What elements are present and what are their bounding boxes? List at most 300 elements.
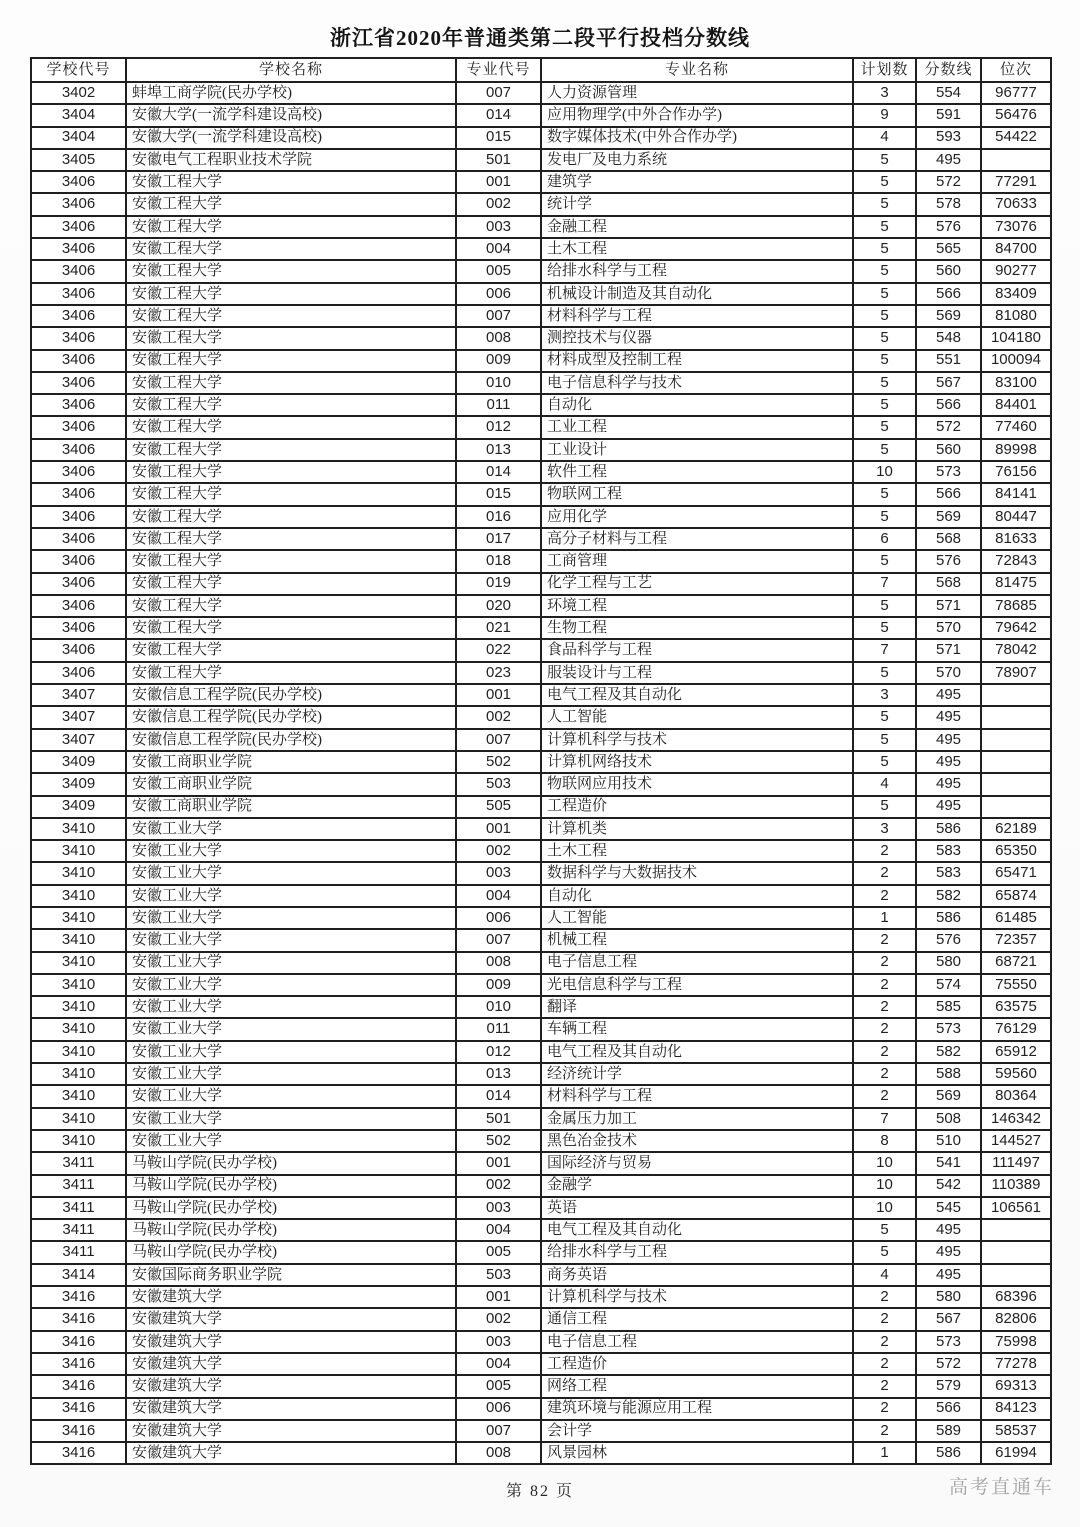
cell-major-code: 005 [456, 1375, 541, 1397]
cell-rank: 77460 [981, 416, 1051, 438]
cell-major-code: 018 [456, 550, 541, 572]
cell-score-line: 585 [916, 996, 981, 1018]
header-major-name: 专业名称 [541, 58, 853, 82]
cell-school-name: 安徽电气工程职业技术学院 [126, 149, 456, 171]
cell-plan-count: 5 [853, 193, 916, 215]
cell-school-code: 3410 [31, 1041, 126, 1063]
cell-score-line: 566 [916, 483, 981, 505]
cell-school-name: 安徽工业大学 [126, 862, 456, 884]
cell-plan-count: 5 [853, 506, 916, 528]
cell-score-line: 495 [916, 684, 981, 706]
cell-school-name: 安徽工程大学 [126, 595, 456, 617]
table-row [31, 193, 1051, 215]
cell-rank: 77291 [981, 171, 1051, 193]
cell-school-code: 3410 [31, 1063, 126, 1085]
header-rank: 位次 [981, 58, 1051, 82]
cell-rank: 72843 [981, 550, 1051, 572]
cell-score-line: 495 [916, 1219, 981, 1241]
cell-major-code: 003 [456, 1331, 541, 1353]
cell-school-name: 安徽建筑大学 [126, 1420, 456, 1442]
table-row [31, 662, 1051, 684]
cell-major-code: 005 [456, 1241, 541, 1263]
cell-major-code: 017 [456, 528, 541, 550]
cell-rank: 65874 [981, 885, 1051, 907]
cell-score-line: 572 [916, 416, 981, 438]
cell-plan-count: 2 [853, 929, 916, 951]
cell-score-line: 583 [916, 840, 981, 862]
table-row [31, 706, 1051, 728]
cell-score-line: 560 [916, 260, 981, 282]
table-header-row [31, 58, 1051, 82]
cell-major-name: 给排水科学与工程 [541, 260, 853, 282]
cell-plan-count: 2 [853, 1420, 916, 1442]
cell-major-code: 502 [456, 1130, 541, 1152]
cell-rank: 73076 [981, 216, 1051, 238]
cell-score-line: 548 [916, 327, 981, 349]
cell-major-code: 020 [456, 595, 541, 617]
cell-score-line: 582 [916, 885, 981, 907]
table-row [31, 283, 1051, 305]
table-row [31, 327, 1051, 349]
cell-school-name: 安徽工程大学 [126, 216, 456, 238]
cell-score-line: 576 [916, 216, 981, 238]
cell-major-code: 004 [456, 885, 541, 907]
cell-major-code: 004 [456, 238, 541, 260]
cell-major-name: 食品科学与工程 [541, 639, 853, 661]
cell-school-code: 3406 [31, 305, 126, 327]
cell-plan-count: 10 [853, 1152, 916, 1174]
cell-score-line: 570 [916, 662, 981, 684]
table-row [31, 305, 1051, 327]
cell-major-code: 007 [456, 729, 541, 751]
table-row [31, 260, 1051, 282]
cell-major-name: 材料科学与工程 [541, 305, 853, 327]
cell-major-code: 007 [456, 1420, 541, 1442]
cell-school-code: 3411 [31, 1152, 126, 1174]
cell-school-code: 3406 [31, 350, 126, 372]
cell-major-code: 006 [456, 1398, 541, 1420]
cell-major-code: 002 [456, 706, 541, 728]
cell-rank: 65350 [981, 840, 1051, 862]
cell-score-line: 569 [916, 305, 981, 327]
cell-school-code: 3416 [31, 1353, 126, 1375]
cell-major-name: 材料科学与工程 [541, 1085, 853, 1107]
table-row [31, 595, 1051, 617]
cell-major-name: 计算机科学与技术 [541, 729, 853, 751]
cell-school-name: 马鞍山学院(民办学校) [126, 1175, 456, 1197]
cell-plan-count: 2 [853, 1331, 916, 1353]
cell-school-code: 3410 [31, 974, 126, 996]
cell-major-name: 发电厂及电力系统 [541, 149, 853, 171]
cell-rank [981, 706, 1051, 728]
cell-score-line: 495 [916, 773, 981, 795]
cell-school-code: 3411 [31, 1197, 126, 1219]
cell-plan-count: 5 [853, 729, 916, 751]
cell-plan-count: 5 [853, 283, 916, 305]
cell-major-code: 003 [456, 216, 541, 238]
cell-school-code: 3416 [31, 1375, 126, 1397]
cell-major-code: 010 [456, 996, 541, 1018]
cell-major-name: 化学工程与工艺 [541, 573, 853, 595]
cell-school-name: 安徽工程大学 [126, 171, 456, 193]
cell-plan-count: 5 [853, 1219, 916, 1241]
cell-major-code: 502 [456, 751, 541, 773]
cell-school-name: 安徽工程大学 [126, 573, 456, 595]
table-row [31, 439, 1051, 461]
cell-major-code: 004 [456, 1353, 541, 1375]
table-row [31, 1331, 1051, 1353]
cell-school-name: 安徽建筑大学 [126, 1442, 456, 1464]
table-row [31, 1308, 1051, 1330]
cell-school-code: 3404 [31, 104, 126, 126]
cell-rank: 72357 [981, 929, 1051, 951]
table-row [31, 216, 1051, 238]
cell-major-code: 503 [456, 1264, 541, 1286]
cell-school-name: 安徽建筑大学 [126, 1286, 456, 1308]
cell-score-line: 582 [916, 1041, 981, 1063]
cell-plan-count: 7 [853, 1108, 916, 1130]
cell-score-line: 576 [916, 929, 981, 951]
cell-plan-count: 5 [853, 439, 916, 461]
cell-plan-count: 7 [853, 639, 916, 661]
cell-plan-count: 5 [853, 550, 916, 572]
cell-rank: 111497 [981, 1152, 1051, 1174]
cell-major-name: 计算机类 [541, 818, 853, 840]
cell-rank: 84700 [981, 238, 1051, 260]
cell-major-code: 010 [456, 372, 541, 394]
cell-school-code: 3406 [31, 617, 126, 639]
cell-rank [981, 1219, 1051, 1241]
cell-score-line: 580 [916, 952, 981, 974]
cell-major-name: 翻译 [541, 996, 853, 1018]
cell-school-code: 3402 [31, 82, 126, 104]
cell-school-code: 3410 [31, 1130, 126, 1152]
cell-school-name: 安徽工业大学 [126, 974, 456, 996]
cell-school-name: 安徽工业大学 [126, 1085, 456, 1107]
cell-rank: 76129 [981, 1018, 1051, 1040]
table-row [31, 127, 1051, 149]
cell-major-name: 经济统计学 [541, 1063, 853, 1085]
cell-major-code: 009 [456, 350, 541, 372]
cell-school-name: 安徽工程大学 [126, 662, 456, 684]
cell-rank: 96777 [981, 82, 1051, 104]
cell-major-code: 001 [456, 684, 541, 706]
cell-plan-count: 3 [853, 818, 916, 840]
cell-score-line: 571 [916, 639, 981, 661]
cell-school-code: 3406 [31, 260, 126, 282]
cell-major-name: 电气工程及其自动化 [541, 1041, 853, 1063]
cell-school-code: 3410 [31, 996, 126, 1018]
cell-score-line: 573 [916, 461, 981, 483]
cell-major-name: 电子信息科学与技术 [541, 372, 853, 394]
cell-rank: 58537 [981, 1420, 1051, 1442]
cell-plan-count: 5 [853, 483, 916, 505]
cell-plan-count: 5 [853, 662, 916, 684]
cell-plan-count: 2 [853, 1063, 916, 1085]
page-number: 第 82 页 [505, 1483, 574, 1500]
cell-school-name: 安徽工程大学 [126, 439, 456, 461]
cell-rank: 61994 [981, 1442, 1051, 1464]
cell-major-code: 014 [456, 104, 541, 126]
cell-school-code: 3406 [31, 595, 126, 617]
cell-major-code: 015 [456, 483, 541, 505]
cell-plan-count: 2 [853, 1018, 916, 1040]
cell-major-code: 001 [456, 171, 541, 193]
cell-school-name: 安徽工业大学 [126, 885, 456, 907]
cell-rank: 82806 [981, 1308, 1051, 1330]
cell-rank: 104180 [981, 327, 1051, 349]
cell-plan-count: 4 [853, 773, 916, 795]
cell-school-name: 安徽工程大学 [126, 260, 456, 282]
cell-plan-count: 2 [853, 885, 916, 907]
cell-school-name: 马鞍山学院(民办学校) [126, 1219, 456, 1241]
cell-score-line: 572 [916, 171, 981, 193]
cell-plan-count: 5 [853, 751, 916, 773]
cell-school-name: 马鞍山学院(民办学校) [126, 1241, 456, 1263]
cell-rank: 89998 [981, 439, 1051, 461]
table-row [31, 104, 1051, 126]
cell-rank: 144527 [981, 1130, 1051, 1152]
cell-rank [981, 149, 1051, 171]
cell-score-line: 580 [916, 1286, 981, 1308]
cell-major-name: 人工智能 [541, 706, 853, 728]
cell-score-line: 495 [916, 149, 981, 171]
table-row [31, 1085, 1051, 1107]
cell-major-name: 物联网应用技术 [541, 773, 853, 795]
cell-major-code: 008 [456, 952, 541, 974]
cell-rank: 68396 [981, 1286, 1051, 1308]
cell-rank: 78907 [981, 662, 1051, 684]
cell-plan-count: 7 [853, 573, 916, 595]
cell-score-line: 589 [916, 1420, 981, 1442]
cell-plan-count: 2 [853, 1286, 916, 1308]
cell-major-name: 车辆工程 [541, 1018, 853, 1040]
cell-plan-count: 2 [853, 862, 916, 884]
cell-score-line: 566 [916, 1398, 981, 1420]
cell-school-code: 3410 [31, 952, 126, 974]
cell-score-line: 593 [916, 127, 981, 149]
table-row [31, 1286, 1051, 1308]
table-row [31, 171, 1051, 193]
cell-rank: 62189 [981, 818, 1051, 840]
cell-major-name: 高分子材料与工程 [541, 528, 853, 550]
page-title: 浙江省2020年普通类第二段平行投档分数线 [330, 26, 750, 50]
cell-school-name: 安徽工程大学 [126, 461, 456, 483]
cell-plan-count: 8 [853, 1130, 916, 1152]
header-plan-count: 计划数 [853, 58, 916, 82]
cell-major-code: 505 [456, 796, 541, 818]
cell-school-name: 安徽建筑大学 [126, 1331, 456, 1353]
cell-school-code: 3406 [31, 216, 126, 238]
cell-school-code: 3410 [31, 885, 126, 907]
table-row [31, 1018, 1051, 1040]
cell-major-code: 013 [456, 1063, 541, 1085]
table-row [31, 684, 1051, 706]
cell-school-name: 安徽建筑大学 [126, 1375, 456, 1397]
cell-score-line: 567 [916, 1308, 981, 1330]
cell-school-code: 3406 [31, 283, 126, 305]
cell-score-line: 591 [916, 104, 981, 126]
cell-rank [981, 751, 1051, 773]
cell-major-name: 测控技术与仪器 [541, 327, 853, 349]
header-school-name: 学校名称 [126, 58, 456, 82]
cell-major-name: 金融学 [541, 1175, 853, 1197]
table-row [31, 952, 1051, 974]
table-row [31, 907, 1051, 929]
cell-major-code: 012 [456, 1041, 541, 1063]
cell-school-name: 安徽工程大学 [126, 372, 456, 394]
cell-rank: 69313 [981, 1375, 1051, 1397]
cell-score-line: 495 [916, 1264, 981, 1286]
cell-major-code: 015 [456, 127, 541, 149]
cell-rank [981, 1241, 1051, 1263]
watermark-brand: 高考直通车 [948, 1477, 1054, 1498]
table-row [31, 1398, 1051, 1420]
cell-plan-count: 9 [853, 104, 916, 126]
cell-score-line: 554 [916, 82, 981, 104]
cell-score-line: 571 [916, 595, 981, 617]
cell-rank: 68721 [981, 952, 1051, 974]
cell-school-code: 3416 [31, 1286, 126, 1308]
cell-school-name: 安徽建筑大学 [126, 1308, 456, 1330]
cell-major-name: 商务英语 [541, 1264, 853, 1286]
cell-school-name: 安徽工程大学 [126, 193, 456, 215]
cell-score-line: 542 [916, 1175, 981, 1197]
cell-rank: 84401 [981, 394, 1051, 416]
cell-rank: 75550 [981, 974, 1051, 996]
cell-school-name: 安徽工程大学 [126, 283, 456, 305]
cell-school-code: 3411 [31, 1219, 126, 1241]
cell-school-code: 3406 [31, 394, 126, 416]
cell-plan-count: 4 [853, 127, 916, 149]
cell-score-line: 586 [916, 818, 981, 840]
cell-school-name: 安徽工程大学 [126, 639, 456, 661]
cell-school-code: 3410 [31, 862, 126, 884]
cell-major-name: 风景园林 [541, 1442, 853, 1464]
cell-score-line: 560 [916, 439, 981, 461]
cell-major-name: 生物工程 [541, 617, 853, 639]
cell-major-code: 007 [456, 929, 541, 951]
cell-major-code: 013 [456, 439, 541, 461]
table-row [31, 1264, 1051, 1286]
cell-score-line: 586 [916, 907, 981, 929]
cell-plan-count: 5 [853, 171, 916, 193]
cell-school-name: 安徽工业大学 [126, 1108, 456, 1130]
cell-school-name: 安徽工程大学 [126, 528, 456, 550]
cell-plan-count: 5 [853, 260, 916, 282]
cell-major-name: 光电信息科学与工程 [541, 974, 853, 996]
cell-school-name: 安徽工程大学 [126, 327, 456, 349]
cell-plan-count: 10 [853, 1175, 916, 1197]
cell-major-name: 环境工程 [541, 595, 853, 617]
cell-score-line: 569 [916, 1085, 981, 1107]
cell-school-name: 安徽工程大学 [126, 483, 456, 505]
cell-school-code: 3406 [31, 662, 126, 684]
cell-score-line: 588 [916, 1063, 981, 1085]
table-row [31, 1241, 1051, 1263]
table-row [31, 639, 1051, 661]
cell-school-name: 安徽工业大学 [126, 907, 456, 929]
table-row [31, 573, 1051, 595]
cell-school-code: 3409 [31, 751, 126, 773]
cell-plan-count: 5 [853, 617, 916, 639]
cell-rank [981, 796, 1051, 818]
cell-major-code: 014 [456, 1085, 541, 1107]
cell-score-line: 551 [916, 350, 981, 372]
cell-school-name: 安徽工业大学 [126, 1130, 456, 1152]
table-row [31, 729, 1051, 751]
cell-major-code: 501 [456, 149, 541, 171]
cell-score-line: 567 [916, 372, 981, 394]
table-row [31, 885, 1051, 907]
cell-major-name: 工业设计 [541, 439, 853, 461]
cell-major-code: 002 [456, 1175, 541, 1197]
cell-major-code: 008 [456, 327, 541, 349]
cell-major-code: 019 [456, 573, 541, 595]
cell-major-name: 工商管理 [541, 550, 853, 572]
cell-major-name: 自动化 [541, 394, 853, 416]
table-row [31, 238, 1051, 260]
cell-score-line: 568 [916, 573, 981, 595]
cell-school-code: 3406 [31, 639, 126, 661]
table-row [31, 1420, 1051, 1442]
cell-plan-count: 2 [853, 1085, 916, 1107]
cell-school-code: 3407 [31, 729, 126, 751]
cell-score-line: 586 [916, 1442, 981, 1464]
cell-rank: 146342 [981, 1108, 1051, 1130]
cell-rank: 77278 [981, 1353, 1051, 1375]
cell-school-name: 安徽工业大学 [126, 952, 456, 974]
cell-score-line: 495 [916, 706, 981, 728]
cell-major-code: 002 [456, 193, 541, 215]
cell-plan-count: 2 [853, 974, 916, 996]
cell-school-code: 3406 [31, 483, 126, 505]
cell-major-code: 006 [456, 283, 541, 305]
cell-plan-count: 2 [853, 1353, 916, 1375]
cell-major-name: 电气工程及其自动化 [541, 684, 853, 706]
cell-plan-count: 6 [853, 528, 916, 550]
cell-plan-count: 5 [853, 796, 916, 818]
cell-major-name: 软件工程 [541, 461, 853, 483]
cell-major-name: 土木工程 [541, 238, 853, 260]
table-row [31, 929, 1051, 951]
cell-plan-count: 3 [853, 82, 916, 104]
table-row [31, 1353, 1051, 1375]
cell-school-code: 3410 [31, 1018, 126, 1040]
cell-score-line: 569 [916, 506, 981, 528]
cell-school-code: 3406 [31, 372, 126, 394]
cell-plan-count: 5 [853, 706, 916, 728]
cell-school-code: 3410 [31, 1085, 126, 1107]
cell-rank: 90277 [981, 260, 1051, 282]
cell-plan-count: 2 [853, 1375, 916, 1397]
cell-major-name: 工业工程 [541, 416, 853, 438]
cell-rank: 106561 [981, 1197, 1051, 1219]
cell-major-name: 统计学 [541, 193, 853, 215]
cell-score-line: 510 [916, 1130, 981, 1152]
cell-school-code: 3409 [31, 796, 126, 818]
cell-school-code: 3416 [31, 1331, 126, 1353]
cell-rank: 78042 [981, 639, 1051, 661]
cell-plan-count: 2 [853, 1041, 916, 1063]
table-row [31, 1041, 1051, 1063]
cell-major-code: 001 [456, 818, 541, 840]
cell-school-name: 安徽信息工程学院(民办学校) [126, 684, 456, 706]
cell-major-name: 网络工程 [541, 1375, 853, 1397]
cell-school-code: 3414 [31, 1264, 126, 1286]
cell-score-line: 573 [916, 1018, 981, 1040]
cell-school-code: 3406 [31, 550, 126, 572]
